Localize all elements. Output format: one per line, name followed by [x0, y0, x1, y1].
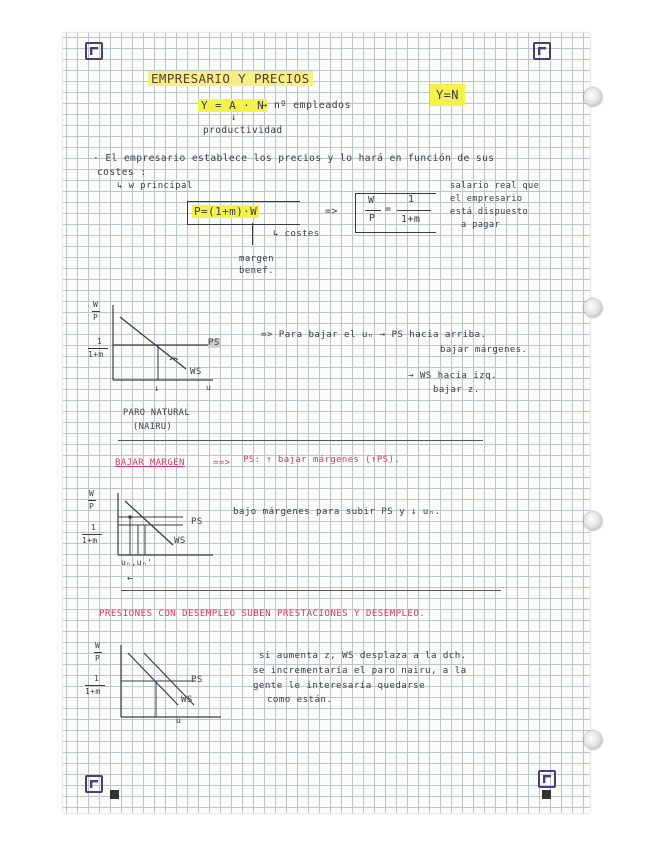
graph-note: bajar z.: [433, 385, 480, 395]
section-text: PS: ↑ bajar márgenes (↑PS).: [243, 455, 401, 465]
fraction-bar: [85, 685, 105, 686]
tick-num: 1: [91, 523, 97, 532]
y-axis-label-top: W: [89, 489, 95, 498]
section-heading: PRESIONES CON DESEMPLEO SUBEN PRESTACIONES Y DESEMPLEO.: [99, 608, 426, 619]
x-axis-label: uₙ,uₙ': [121, 558, 153, 567]
arrow-down-icon: ↓: [231, 113, 237, 123]
notebook-corner-icon: [538, 770, 556, 788]
fraction-bar: [92, 311, 100, 312]
paragraph-line: costes :: [97, 167, 147, 178]
ratio-lhs-den: P: [369, 213, 376, 224]
section-heading: BAJAR MARGEN: [115, 458, 185, 468]
implies-arrow: ==>: [213, 458, 231, 468]
paragraph-line: · El empresario establece los precios y lo hará en función de sus: [93, 153, 495, 164]
y-axis-label-bottom: P: [93, 313, 99, 322]
y-axis-label-top: W: [95, 641, 101, 650]
graph-note: como están.: [267, 694, 333, 705]
ws-label: WS: [181, 695, 193, 705]
divider: [121, 590, 501, 591]
graph-caption: PARO NATURAL: [123, 408, 190, 418]
ps-label: PS: [191, 517, 203, 527]
price-equation: P=(1+m)·W: [194, 205, 258, 218]
ws-label: WS: [174, 536, 186, 546]
graph-note: → WS hacia izq.: [408, 370, 497, 381]
ps-label: PS: [208, 338, 220, 348]
x-axis-label: u: [206, 383, 212, 392]
formula-sub: productividad: [203, 125, 283, 136]
binder-hole-icon: [584, 731, 602, 749]
ps-label: PS: [191, 675, 203, 685]
y-axis-label-bottom: P: [89, 502, 95, 511]
notebook-page: [63, 33, 590, 813]
ratio-lhs-num: W: [368, 195, 375, 206]
corner-dot-icon: [110, 790, 119, 799]
fraction-bar: [365, 210, 381, 211]
costs-label: ↳ costes: [273, 229, 320, 239]
note-principal: ↳ w principal: [117, 181, 193, 191]
page-title: EMPRESARIO Y PRECIOS: [148, 71, 313, 86]
graph-note: gente le interesaría quedarse: [253, 680, 426, 691]
fraction-bar: [94, 652, 102, 653]
corner-dot-icon: [542, 790, 551, 799]
graph-note: bajo márgenes para subir PS y ↓ uₙ.: [233, 506, 441, 517]
notebook-corner-icon: [85, 42, 103, 60]
y-axis-label-top: W: [93, 300, 99, 309]
graph-note: => Para bajar el uₙ → PS hacia arriba.: [261, 329, 487, 340]
graph-note: bajar márgenes.: [440, 345, 528, 355]
tick-num: 1: [94, 674, 100, 683]
real-wage-note: el empresario: [450, 194, 523, 204]
tick-den: 1+m: [85, 687, 101, 696]
formula-production: Y = A · N: [198, 99, 267, 112]
equals-sign: =: [385, 204, 392, 215]
graph-note: se incrementaría el paro nairu, a la: [253, 665, 467, 676]
real-wage-note: a pagar: [461, 220, 501, 230]
formula-note: → nº empleados: [261, 100, 351, 111]
graph-unemployment: [116, 645, 226, 725]
y-axis-label-bottom: P: [95, 654, 101, 663]
real-wage-note: está dispuesto: [450, 207, 529, 217]
margin-pointer: [252, 223, 253, 245]
binder-hole-icon: [584, 299, 602, 317]
fraction-bar: [88, 500, 96, 501]
divider: [118, 440, 483, 441]
binder-hole-icon: [584, 512, 602, 530]
notebook-corner-icon: [533, 42, 551, 60]
fraction-bar: [397, 210, 431, 211]
formula-boxed: Y=N: [430, 84, 465, 106]
implies-arrow: =>: [325, 206, 338, 217]
binder-hole-icon: [584, 88, 602, 106]
graph-lower-margin: [113, 493, 223, 563]
tick-den: 1+m: [88, 350, 104, 359]
graph-caption: (NAIRU): [133, 422, 173, 432]
ws-label: WS: [190, 367, 202, 377]
x-axis-label: u: [176, 716, 182, 725]
arrow-down-icon: ↓: [154, 384, 160, 394]
tick-den: 1+m: [82, 536, 98, 545]
arrow-left-icon: ←: [127, 573, 134, 584]
graph-note: si aumenta z, WS desplaza a la dch.: [259, 650, 467, 661]
margin-label: margen: [239, 254, 274, 264]
notebook-corner-icon: [85, 775, 103, 793]
margin-label: benef.: [239, 266, 274, 276]
tick-num: 1: [97, 337, 103, 346]
fraction-bar: [82, 534, 102, 535]
fraction-bar: [88, 348, 108, 349]
real-wage-note: salario real que: [450, 181, 540, 191]
ratio-rhs-den: 1+m: [401, 214, 421, 225]
ratio-rhs-num: 1: [408, 194, 415, 205]
